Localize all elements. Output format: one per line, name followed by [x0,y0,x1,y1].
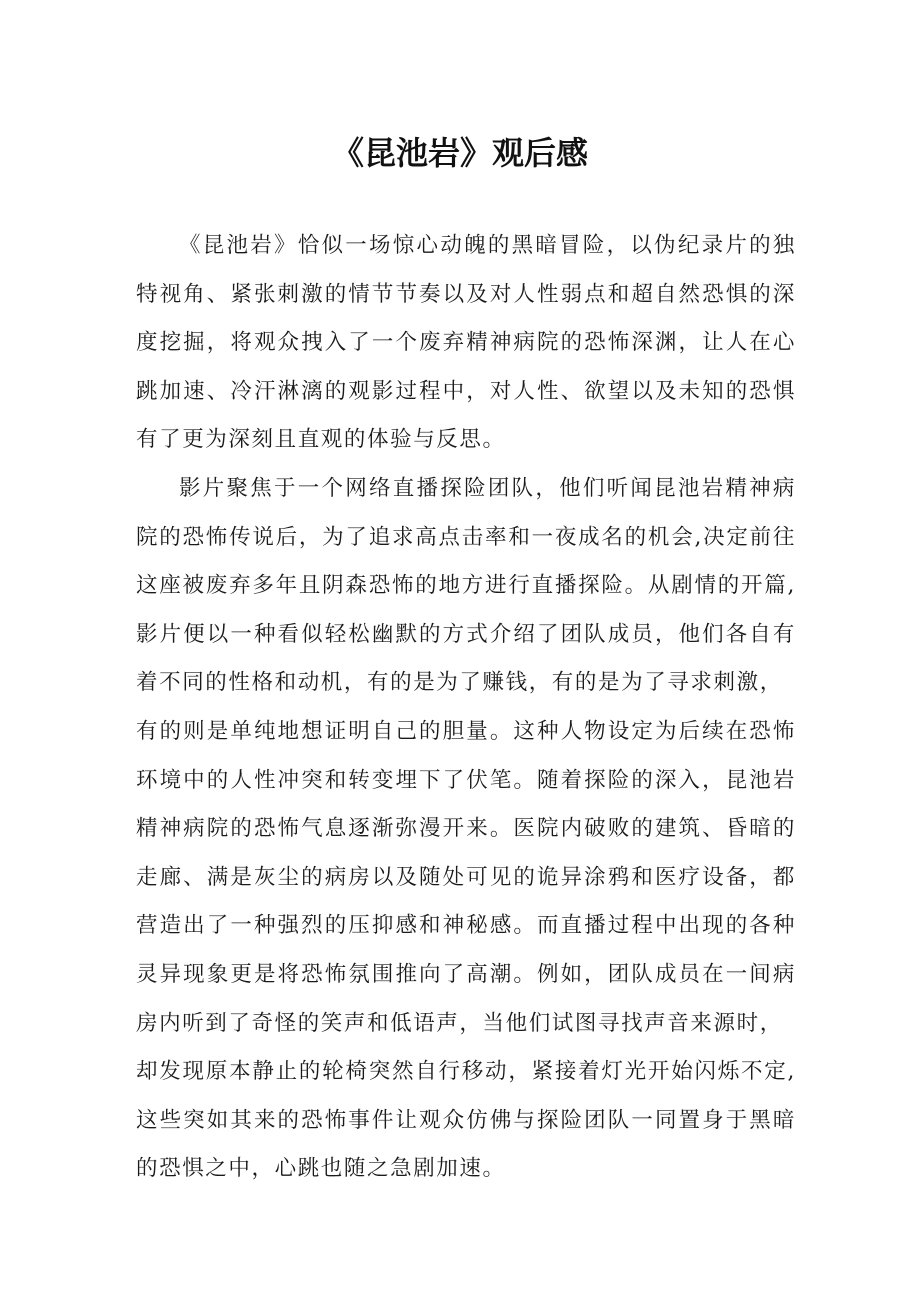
text-line: 跳加速、冷汗淋漓的观影过程中，对人性、欲望以及未知的恐惧 [136,378,796,404]
text-line: 这座被废弃多年且阴森恐怖的地方进行直播探险。从剧情的开篇, [136,573,796,599]
text-line: 特视角、紧张刺激的情节节奏以及对人性弱点和超自然恐惧的深 [136,281,796,307]
text-line: 房内听到了奇怪的笑声和低语声，当他们试图寻找声音来源时， [136,1010,783,1036]
text-line: 院的恐怖传说后，为了追求高点击率和一夜成名的机会,决定前往 [136,524,796,550]
text-line: 的恐惧之中，心跳也随之急剧加速。 [136,1156,506,1182]
document-body [136,222,796,1194]
text-line: 精神病院的恐怖气息逐渐弥漫开来。医院内破败的建筑、昏暗的 [136,816,796,842]
page-title: 《昆池岩》观后感 [331,134,588,172]
text-line: 《昆池岩》恰似一场惊心动魄的黑暗冒险，以伪纪录片的独 [179,233,796,258]
text-line: 影片聚焦于一个网络直播探险团队，他们听闻昆池岩精神病 [179,475,796,501]
paragraph-2 [136,465,796,1194]
text-line: 环境中的人性冲突和转变埋下了伏笔。随着探险的深入，昆池岩 [136,767,796,793]
text-line: 有了更为深刻且直观的体验与反思。 [136,427,506,453]
text-line: 灵异现象更是将恐怖氛围推向了高潮。例如，团队成员在一间病 [136,961,796,987]
text-line: 着不同的性格和动机，有的是为了赚钱，有的是为了寻求刺激， [136,670,783,696]
text-line: 影片便以一种看似轻松幽默的方式介绍了团队成员，他们各自有 [136,621,796,647]
text-line: 度挖掘，将观众拽入了一个废弃精神病院的恐怖深渊，让人在心 [136,330,796,356]
paragraph-1 [136,222,796,465]
text-line: 有的则是单纯地想证明自己的胆量。这种人物设定为后续在恐怖 [136,718,796,744]
text-line: 走廊、满是灰尘的病房以及随处可见的诡异涂鸦和医疗设备，都 [136,864,796,890]
text-line: 这些突如其来的恐怖事件让观众仿佛与探险团队一同置身于黑暗 [136,1107,796,1133]
text-line: 却发现原本静止的轮椅突然自行移动，紧接着灯光开始闪烁不定, [136,1059,796,1085]
text-line: 营造出了一种强烈的压抑感和神秘感。而直播过程中出现的各种 [136,913,796,939]
